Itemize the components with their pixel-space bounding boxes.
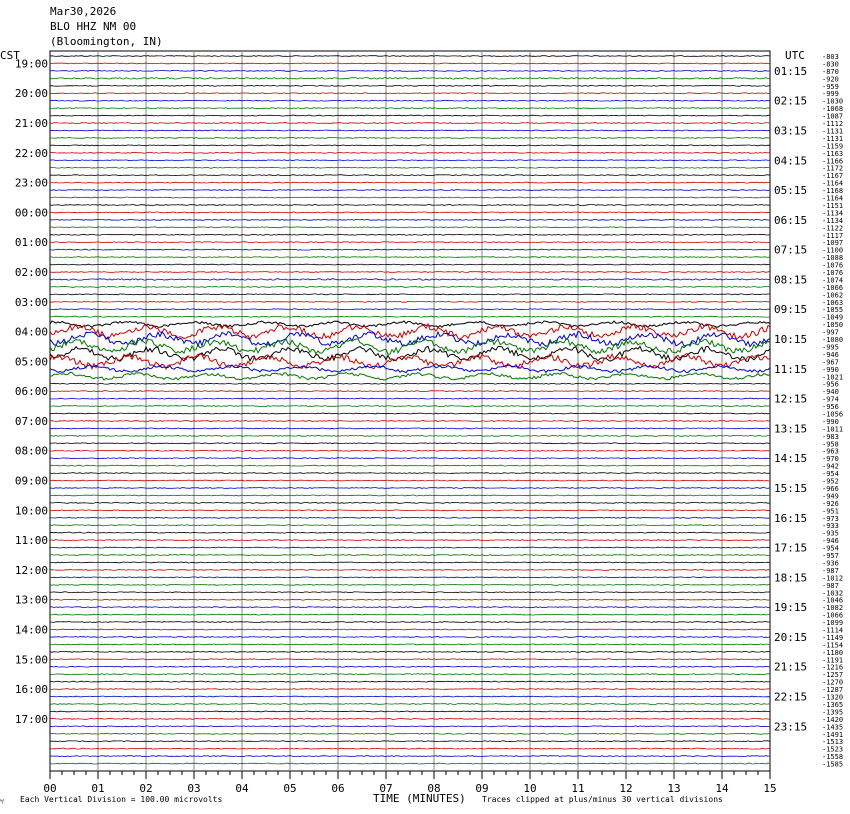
trace-line — [50, 696, 770, 697]
right-hour-label: 03:15 — [774, 124, 808, 138]
trace-offset-label: -926 — [822, 499, 839, 508]
trace-offset-label: -1074 — [822, 276, 844, 285]
trace-offset-label: -1055 — [822, 306, 844, 315]
trace-line — [50, 480, 770, 481]
scale-note: Each Vertical Division = 100.00 microvolts — [20, 795, 223, 804]
trace-offset-label: -1117 — [822, 231, 844, 240]
trace-line — [50, 763, 770, 764]
trace-line — [50, 286, 770, 287]
trace-line — [50, 748, 770, 749]
trace-line — [50, 555, 770, 556]
trace-offset-label: -870 — [822, 67, 839, 76]
trace-offset-label: -1163 — [822, 149, 844, 158]
trace-offset-label: -1270 — [822, 678, 844, 687]
trace-offset-label: -967 — [822, 358, 839, 367]
x-tick-label: 09 — [475, 782, 489, 795]
trace-offset-label: -1191 — [822, 656, 844, 665]
trace-offset-label: -974 — [822, 395, 839, 404]
trace-line — [50, 316, 770, 317]
trace-line — [50, 257, 770, 258]
left-hour-label: 20:00 — [14, 87, 48, 101]
right-hour-label: 21:15 — [774, 660, 808, 674]
header-date: Mar30,2026 — [50, 5, 117, 18]
trace-line — [50, 629, 770, 630]
x-tick-label: 15 — [763, 782, 777, 795]
trace-offset-label: -1131 — [822, 134, 844, 143]
left-hour-label: 04:00 — [14, 325, 48, 339]
trace-line — [50, 637, 770, 638]
trace-line — [50, 227, 770, 228]
trace-line — [50, 301, 770, 302]
trace-offset-label: -954 — [822, 470, 839, 479]
left-hour-label: 22:00 — [14, 146, 48, 160]
trace-line — [50, 78, 770, 80]
right-hour-label: 22:15 — [774, 690, 808, 704]
trace-line — [50, 502, 770, 503]
trace-group — [50, 56, 770, 764]
left-hour-label: 03:00 — [14, 295, 48, 309]
left-hour-label: 05:00 — [14, 355, 48, 369]
x-tick-label: 00 — [43, 782, 57, 795]
left-hour-label: 19:00 — [14, 57, 48, 71]
trace-line — [50, 584, 770, 585]
trace-offset-label: -1513 — [822, 738, 844, 747]
trace-offset-label: -956 — [822, 380, 839, 389]
right-hour-label: 01:15 — [774, 64, 808, 78]
trace-line — [50, 383, 770, 384]
trace-line — [50, 510, 770, 511]
left-hour-label: 23:00 — [14, 176, 48, 190]
trace-line — [50, 309, 770, 310]
trace-offset-label: -1172 — [822, 164, 844, 173]
trace-line — [50, 70, 770, 71]
label-group — [15, 53, 843, 795]
trace-offset-label: -1049 — [822, 313, 844, 322]
trace-line — [50, 93, 770, 94]
x-tick-label: 02 — [139, 782, 153, 795]
trace-offset-label: -946 — [822, 537, 839, 546]
trace-offset-label: -1062 — [822, 291, 844, 300]
right-hour-label: 12:15 — [774, 392, 808, 406]
clip-note: Traces clipped at plus/minus 30 vertical divisions — [482, 795, 723, 804]
right-hour-label: 11:15 — [774, 362, 808, 376]
trace-line — [50, 100, 770, 101]
trace-line — [50, 443, 770, 444]
trace-offset-label: -946 — [822, 350, 839, 359]
trace-offset-label: -1046 — [822, 596, 844, 605]
trace-offset-label: -830 — [822, 60, 839, 69]
trace-line — [50, 346, 770, 361]
x-tick-label: 03 — [187, 782, 201, 795]
trace-line — [50, 756, 770, 757]
trace-offset-label: -1395 — [822, 708, 844, 717]
trace-offset-label: -1287 — [822, 686, 844, 695]
trace-line — [50, 272, 770, 273]
trace-line — [50, 525, 770, 526]
trace-line — [50, 614, 770, 615]
trace-offset-label: -990 — [822, 365, 839, 374]
trace-offset-label: -1154 — [822, 641, 844, 650]
trace-line — [50, 321, 770, 327]
trace-line — [50, 138, 770, 139]
trace-line — [50, 249, 770, 250]
trace-line — [50, 488, 770, 489]
right-hour-label: 04:15 — [774, 154, 808, 168]
trace-offset-label: -1056 — [822, 410, 844, 419]
trace-offset-label: -803 — [822, 53, 839, 61]
logo-mark: ♈ — [0, 798, 5, 806]
trace-line — [50, 704, 770, 705]
trace-offset-label: -1011 — [822, 425, 844, 434]
trace-offset-label: -1080 — [822, 336, 844, 345]
trace-offset-label: -963 — [822, 447, 839, 456]
trace-offset-label: -1082 — [822, 604, 844, 613]
trace-line — [50, 532, 770, 533]
trace-line — [50, 264, 770, 265]
header-station: BLO HHZ NM 00 — [50, 20, 137, 33]
trace-offset-label: -952 — [822, 477, 839, 486]
trace-offset-label: -1076 — [822, 261, 844, 270]
trace-line — [50, 130, 770, 131]
trace-offset-label: -954 — [822, 544, 839, 553]
x-tick-label: 07 — [379, 782, 393, 795]
trace-offset-label: -1112 — [822, 120, 844, 129]
trace-offset-label: -1558 — [822, 753, 844, 762]
left-hour-label: 09:00 — [14, 474, 48, 488]
trace-offset-label: -958 — [822, 440, 839, 449]
left-hour-label: 16:00 — [14, 683, 48, 697]
trace-offset-label: -1164 — [822, 179, 844, 188]
trace-line — [50, 145, 770, 146]
left-hour-label: 08:00 — [14, 444, 48, 458]
trace-line — [50, 365, 770, 373]
trace-line — [50, 115, 770, 116]
trace-offset-label: -1134 — [822, 216, 844, 225]
x-tick-label: 13 — [667, 782, 681, 795]
trace-offset-label: -1099 — [822, 619, 844, 628]
x-tick-label: 05 — [283, 782, 297, 795]
trace-line — [50, 570, 770, 571]
trace-offset-label: -1068 — [822, 105, 844, 114]
right-hour-label: 07:15 — [774, 243, 808, 257]
trace-line — [50, 666, 770, 667]
x-tick-label: 11 — [571, 782, 585, 795]
trace-offset-label: -1151 — [822, 201, 844, 210]
x-axis-title: TIME (MINUTES) — [373, 792, 466, 805]
right-timezone-label: UTC — [785, 49, 805, 62]
trace-line — [50, 711, 770, 712]
trace-offset-label: -957 — [822, 552, 839, 561]
trace-offset-label: -1435 — [822, 723, 844, 732]
trace-offset-label: -1523 — [822, 745, 844, 754]
trace-line — [50, 622, 770, 623]
right-hour-label: 08:15 — [774, 273, 808, 287]
trace-line — [50, 182, 770, 183]
trace-offset-label: -942 — [822, 462, 839, 471]
trace-offset-label: -983 — [822, 432, 839, 441]
trace-line — [50, 242, 770, 243]
trace-line — [50, 205, 770, 206]
trace-line — [50, 718, 770, 719]
trace-offset-label: -1164 — [822, 194, 844, 203]
trace-line — [50, 689, 770, 690]
trace-line — [50, 175, 770, 176]
trace-line — [50, 234, 770, 235]
trace-offset-label: -1257 — [822, 671, 844, 680]
right-hour-label: 15:15 — [774, 481, 808, 495]
trace-line — [50, 160, 770, 161]
trace-offset-label: -1097 — [822, 239, 844, 248]
trace-line — [50, 674, 770, 675]
right-hour-label: 16:15 — [774, 511, 808, 525]
trace-line — [50, 294, 770, 295]
right-hour-label: 23:15 — [774, 720, 808, 734]
trace-line — [50, 152, 770, 153]
right-hour-label: 13:15 — [774, 422, 808, 436]
trace-line — [50, 733, 770, 734]
trace-offset-label: -1320 — [822, 693, 844, 702]
trace-line — [50, 391, 770, 392]
trace-line — [50, 435, 770, 436]
trace-offset-label: -990 — [822, 417, 839, 426]
trace-offset-label: -920 — [822, 75, 839, 84]
x-tick-label: 10 — [523, 782, 537, 795]
left-hour-label: 10:00 — [14, 504, 48, 518]
trace-line — [50, 592, 770, 593]
trace-line — [50, 741, 770, 742]
left-hour-label: 17:00 — [14, 712, 48, 726]
trace-line — [50, 167, 770, 168]
trace-offset-label: -1420 — [822, 715, 844, 724]
left-hour-label: 15:00 — [14, 653, 48, 667]
left-hour-label: 21:00 — [14, 117, 48, 131]
trace-offset-label: -1159 — [822, 142, 844, 151]
trace-offset-label: -997 — [822, 328, 839, 337]
trace-offset-label: -1087 — [822, 112, 844, 121]
x-tick-label: 01 — [91, 782, 105, 795]
trace-line — [50, 279, 770, 281]
trace-line — [50, 465, 770, 466]
trace-offset-label: -959 — [822, 82, 839, 91]
trace-offset-label: -935 — [822, 529, 839, 538]
right-hour-label: 05:15 — [774, 184, 808, 198]
trace-offset-label: -1063 — [822, 298, 844, 307]
right-hour-label: 19:15 — [774, 601, 808, 615]
trace-offset-label: -999 — [822, 90, 839, 99]
x-tick-label: 06 — [331, 782, 345, 795]
trace-line — [50, 577, 770, 578]
right-hour-label: 02:15 — [774, 94, 808, 108]
trace-offset-label: -1032 — [822, 589, 844, 598]
trace-line — [50, 562, 770, 563]
trace-offset-label: -1050 — [822, 321, 844, 330]
trace-offset-label: -1585 — [822, 760, 844, 769]
trace-line — [50, 212, 770, 213]
x-tick-label: 12 — [619, 782, 633, 795]
right-hour-label: 10:15 — [774, 333, 808, 347]
trace-line — [50, 421, 770, 422]
trace-line — [50, 473, 770, 474]
trace-offset-label: -1030 — [822, 97, 844, 106]
trace-offset-label: -966 — [822, 484, 839, 493]
trace-line — [50, 219, 770, 220]
trace-line — [50, 190, 770, 191]
x-tick-label: 04 — [235, 782, 249, 795]
trace-line — [50, 659, 770, 660]
trace-offset-label: -1114 — [822, 626, 844, 635]
right-hour-label: 06:15 — [774, 213, 808, 227]
trace-offset-label: -973 — [822, 514, 839, 523]
trace-offset-label: -1216 — [822, 663, 844, 672]
trace-line — [50, 398, 770, 399]
trace-line — [50, 56, 770, 57]
trace-line — [50, 540, 770, 541]
trace-offset-label: -1180 — [822, 648, 844, 657]
trace-offset-label: -940 — [822, 388, 839, 397]
left-hour-label: 00:00 — [14, 206, 48, 220]
trace-line — [50, 372, 770, 380]
trace-line — [50, 495, 770, 496]
left-hour-label: 02:00 — [14, 265, 48, 279]
left-hour-label: 06:00 — [14, 385, 48, 399]
trace-offset-label: -995 — [822, 343, 839, 352]
trace-offset-label: -956 — [822, 403, 839, 412]
trace-offset-label: -1166 — [822, 157, 844, 166]
trace-line — [50, 458, 770, 459]
trace-line — [50, 450, 770, 451]
trace-offset-label: -1012 — [822, 574, 844, 583]
trace-offset-label: -1131 — [822, 127, 844, 136]
trace-offset-label: -1100 — [822, 246, 844, 255]
trace-offset-label: -1149 — [822, 633, 844, 642]
trace-offset-label: -1076 — [822, 268, 844, 277]
left-hour-label: 14:00 — [14, 623, 48, 637]
right-hour-label: 20:15 — [774, 630, 808, 644]
trace-line — [50, 428, 770, 429]
left-timezone-label: CST — [0, 49, 20, 62]
right-hour-label: 14:15 — [774, 452, 808, 466]
trace-line — [50, 599, 770, 600]
trace-offset-label: -1168 — [822, 187, 844, 196]
trace-offset-label: -1167 — [822, 172, 844, 181]
trace-offset-label: -951 — [822, 507, 839, 516]
left-hour-label: 01:00 — [14, 236, 48, 250]
trace-offset-label: -1365 — [822, 700, 844, 709]
trace-offset-label: -1122 — [822, 224, 844, 233]
trace-line — [50, 547, 770, 548]
plot-frame — [50, 51, 770, 771]
left-hour-label: 07:00 — [14, 414, 48, 428]
trace-offset-label: -1021 — [822, 373, 844, 382]
trace-offset-label: -949 — [822, 492, 839, 501]
trace-line — [50, 651, 770, 652]
trace-line — [50, 123, 770, 124]
trace-offset-label: -1066 — [822, 283, 844, 292]
trace-line — [50, 607, 770, 608]
trace-line — [50, 681, 770, 682]
left-hour-label: 11:00 — [14, 534, 48, 548]
trace-line — [50, 63, 770, 64]
left-hour-label: 13:00 — [14, 593, 48, 607]
trace-line — [50, 85, 770, 86]
trace-offset-label: -970 — [822, 455, 839, 464]
right-hour-label: 17:15 — [774, 541, 808, 555]
trace-line — [50, 517, 770, 518]
trace-line — [50, 197, 770, 198]
trace-offset-label: -936 — [822, 559, 839, 568]
trace-line — [50, 406, 770, 407]
trace-line — [50, 108, 770, 109]
left-hour-label: 12:00 — [14, 563, 48, 577]
trace-line — [50, 726, 770, 727]
x-tick-label: 14 — [715, 782, 729, 795]
trace-line — [50, 644, 770, 645]
x-tick-label: 08 — [427, 782, 441, 795]
right-hour-label: 09:15 — [774, 303, 808, 317]
right-hour-label: 18:15 — [774, 571, 808, 585]
trace-offset-label: -1066 — [822, 611, 844, 620]
trace-offset-label: -1134 — [822, 209, 844, 218]
trace-line — [50, 413, 770, 414]
trace-offset-label: -987 — [822, 566, 839, 575]
header-location: (Bloomington, IN) — [50, 35, 163, 48]
trace-offset-label: -1491 — [822, 730, 844, 739]
trace-offset-label: -987 — [822, 581, 839, 590]
trace-offset-label: -933 — [822, 522, 839, 531]
trace-offset-label: -1088 — [822, 254, 844, 263]
